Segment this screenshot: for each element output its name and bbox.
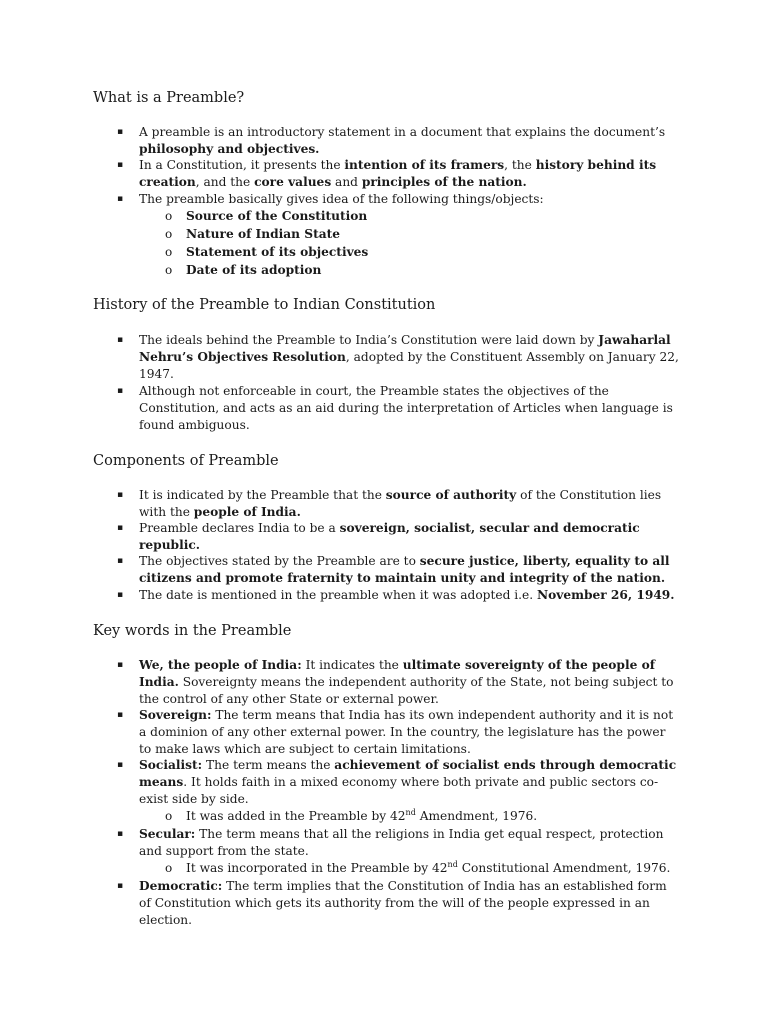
line: Socialist: The term means the achievement of socialist ends through democratic	[139, 758, 677, 772]
sub-bullet-marker: o	[165, 209, 173, 223]
line-text: Constitution, and acts as an aid during the interpretation of Articles when language is	[139, 401, 673, 415]
line-text: The preamble basically gives idea of the following things/objects:	[139, 192, 544, 206]
sub-bullet-marker: o	[165, 245, 173, 259]
bullet-marker: ▪	[117, 590, 124, 600]
section-heading-history: History of the Preamble to Indian Constitution	[93, 297, 436, 313]
list-item	[139, 383, 673, 434]
list-item	[139, 332, 679, 383]
line-text: of Constitution which gets its authority from the will of the people expressed in an	[139, 896, 650, 910]
section-heading-key-words: Key words in the Preamble	[93, 623, 292, 639]
line-text: A preamble is an introductory statement in a document that explains the document’s	[139, 125, 666, 139]
bullet-marker: ▪	[117, 335, 124, 345]
bullet-marker: ▪	[117, 127, 124, 137]
line: with the people of India.	[139, 505, 301, 519]
sub-bullet-marker: o	[165, 263, 173, 277]
line: Secular: The term means that all the religions in India get equal respect, protection	[139, 827, 664, 841]
bullet-marker: ▪	[117, 829, 124, 839]
line: In a Constitution, it presents the intention of its framers, the history behind its	[139, 158, 657, 172]
sub-list-item: Statement of its objectives	[186, 245, 369, 259]
bullet-marker: ▪	[117, 881, 124, 891]
bullet-marker: ▪	[117, 523, 124, 533]
list-item	[139, 157, 669, 191]
section-heading-what-is-preamble: What is a Preamble?	[93, 90, 245, 106]
sub-list-item: Date of its adoption	[186, 263, 322, 277]
line: Sovereign: The term means that India has its own independent authority and it is not	[139, 708, 674, 722]
bullet-marker: ▪	[117, 660, 124, 670]
line: means. It holds faith in a mixed economy where both private and public sectors co-	[139, 775, 659, 789]
line: The objectives stated by the Preamble are to secure justice, liberty, equality to all	[139, 554, 670, 568]
line: It is indicated by the Preamble that the source of authority of the Constitution lies	[139, 488, 662, 502]
sub-bullet-marker: o	[165, 227, 173, 241]
list-item	[139, 520, 669, 554]
list-item	[139, 191, 669, 208]
sub-list-item: Source of the Constitution	[186, 209, 368, 223]
line-text: found ambiguous.	[139, 418, 250, 432]
line: citizens and promote fraternity to maintain unity and integrity of the nation.	[139, 571, 666, 585]
list-item	[139, 553, 669, 587]
list-item	[139, 124, 669, 158]
bullet-marker: ▪	[117, 760, 124, 770]
section-heading-components: Components of Preamble	[93, 453, 279, 469]
list-item	[139, 587, 675, 604]
line-text: exist side by side.	[139, 792, 249, 806]
list-item	[139, 707, 674, 758]
line: Nehru’s Objectives Resolution, adopted by the Constituent Assembly on January 22,	[139, 350, 679, 364]
sub-list-item: It was incorporated in the Preamble by 42nd Constitutional Amendment, 1976.	[186, 860, 671, 875]
sub-list-item: Nature of Indian State	[186, 227, 340, 241]
bullet-marker: ▪	[117, 710, 124, 720]
list-item	[139, 757, 677, 808]
sub-list-item: It was added in the Preamble by 42nd Amendment, 1976.	[186, 808, 538, 823]
line: creation, and the core values and principles of the nation.	[139, 175, 527, 189]
bullet-marker: ▪	[117, 194, 124, 204]
line-text: and support from the state.	[139, 844, 309, 858]
bullet-marker: ▪	[117, 490, 124, 500]
list-item	[139, 487, 669, 521]
bullet-marker: ▪	[117, 386, 124, 396]
line-text: to make laws which are subject to certain limitations.	[139, 742, 471, 756]
line: Democratic: The term implies that the Constitution of India has an established form	[139, 879, 667, 893]
line-text: election.	[139, 913, 193, 927]
bold-text: philosophy and objectives.	[139, 142, 320, 156]
line: We, the people of India: It indicates the ultimate sovereignty of the people of	[139, 658, 655, 672]
list-item	[139, 657, 674, 708]
line-text: the control of any other State or external power.	[139, 692, 439, 706]
line-text: a dominion of any other external power. In the country, the legislature has the power	[139, 725, 666, 739]
line: The ideals behind the Preamble to India’s Constitution were laid down by Jawaharlal	[139, 333, 671, 347]
line: Preamble declares India to be a sovereign, socialist, secular and democratic	[139, 521, 640, 535]
line: India. Sovereignty means the independent authority of the State, not being subject to	[139, 675, 674, 689]
line-text: Although not enforceable in court, the Preamble states the objectives of the	[139, 384, 609, 398]
list-item	[139, 826, 669, 860]
line-text: 1947.	[139, 367, 174, 381]
sub-bullet-marker: o	[165, 861, 173, 875]
bullet-marker: ▪	[117, 160, 124, 170]
line	[139, 141, 669, 158]
line: republic.	[139, 538, 201, 552]
sub-bullet-marker: o	[165, 809, 173, 823]
bullet-marker: ▪	[117, 556, 124, 566]
list-item	[139, 878, 669, 929]
line: The date is mentioned in the preamble when it was adopted i.e. November 26, 1949.	[139, 588, 675, 602]
